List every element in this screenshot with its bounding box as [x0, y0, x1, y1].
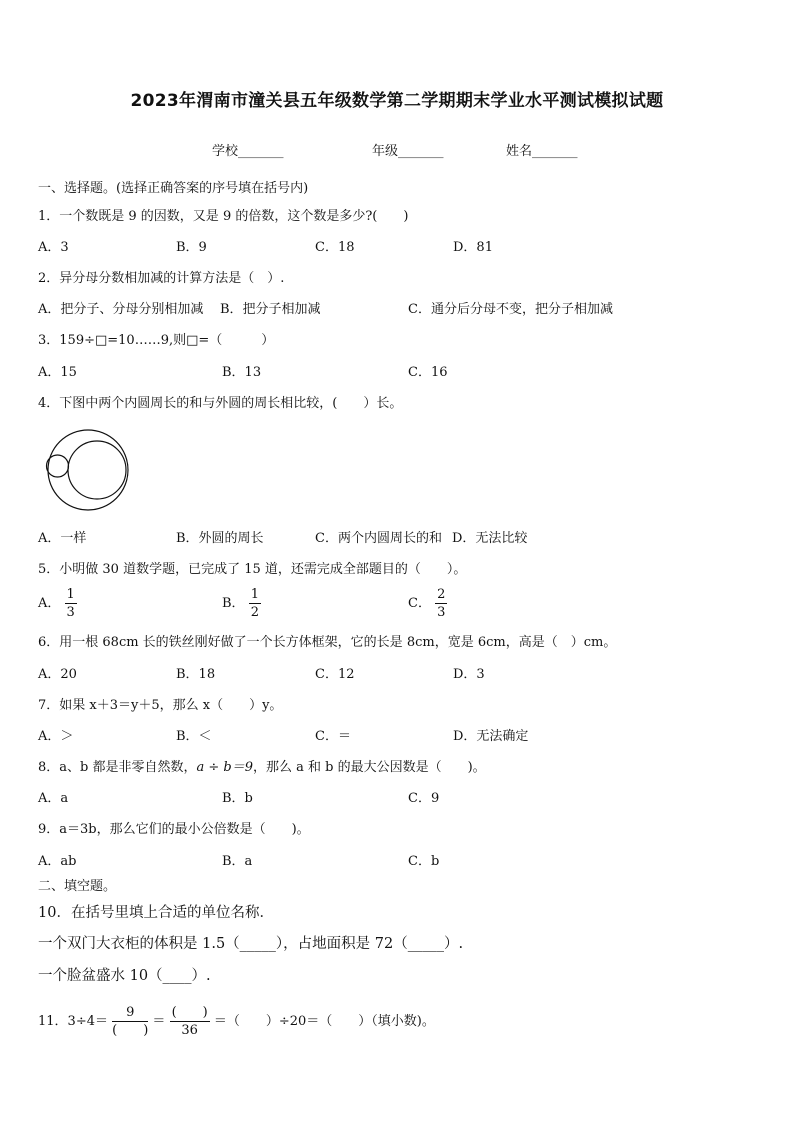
q5-option-a-fraction [65, 588, 77, 619]
q5-option-a[interactable] [38, 588, 77, 619]
q8-stem-end: ，那么 a 和 b 的最大公因数是（ )。 [253, 760, 486, 775]
q5-option-b-fraction [249, 588, 261, 619]
q8-stem-start: 8．a、b 都是非零自然数， [38, 760, 197, 775]
q4-option-d[interactable]: D．无法比较 [452, 531, 528, 546]
q5-option-b[interactable] [222, 588, 261, 619]
name-field[interactable]: 姓名_______ [506, 144, 578, 159]
q8-equation: a ÷ b＝9 [196, 760, 253, 775]
question-7-stem: 7．如果 x＋3＝y＋5，那么 x（ ）y。 [38, 698, 283, 713]
section-fill-heading: 二、填空题。 [38, 879, 117, 894]
q11-end: ＝（ ）÷20＝（ ）（填小数)。 [213, 1014, 435, 1029]
q4-option-c[interactable]: C．两个内圆周长的和 [315, 531, 442, 546]
fraction-denominator: 3 [66, 605, 75, 620]
q5-option-c-fraction [435, 588, 447, 619]
q5-option-b-label: B． [222, 596, 245, 611]
question-2-stem: 2．异分母分数相加减的计算方法是（ ）. [38, 271, 285, 286]
fraction-denominator: 36 [181, 1023, 198, 1038]
question-5-stem: 5．小明做 30 道数学题，已完成了 15 道，还需完成全部题目的（ ）。 [38, 562, 467, 577]
question-10-stem: 10．在括号里填上合适的单位名称． [38, 905, 274, 921]
q1-option-a[interactable]: A．3 [38, 240, 69, 255]
q2-option-c[interactable]: C．通分后分母不变，把分子相加减 [408, 302, 613, 317]
question-6-stem: 6．用一根 68cm 长的铁丝刚好做了一个长方体框架，它的长是 8cm，宽是 6cm，高是（ ）cm。 [38, 635, 617, 650]
question-1-stem: 1．一个数既是 9 的因数，又是 9 的倍数，这个数是多少?( ) [38, 209, 409, 224]
q5-option-a-label: A． [38, 596, 61, 611]
page-title: 2023年渭南市潼关县五年级数学第二学期期末学业水平测试模拟试题 [130, 91, 664, 111]
fraction-numerator[interactable]: ( ) [171, 1005, 208, 1020]
question-10-line-1[interactable]: 一个双门大衣柜的体积是 1.5（_____），占地面积是 72（_____）. [38, 936, 464, 952]
circles-figure [40, 428, 140, 514]
fraction-numerator: 1 [250, 587, 259, 602]
q2-option-a[interactable]: A．把分子、分母分别相加减 [38, 302, 204, 317]
q3-option-a[interactable]: A．15 [38, 365, 77, 380]
q6-option-d[interactable]: D．3 [453, 667, 485, 682]
q7-option-a[interactable]: A．＞ [38, 729, 74, 744]
q9-option-b[interactable]: B．a [222, 854, 253, 869]
fraction-numerator: 1 [66, 587, 75, 602]
q4-option-a[interactable]: A．一样 [38, 531, 87, 546]
q11-fraction-2 [170, 1006, 210, 1037]
q8-option-c[interactable]: C．9 [408, 791, 440, 806]
q5-option-c-label: C． [408, 596, 431, 611]
q1-option-c[interactable]: C．18 [315, 240, 355, 255]
q3-option-b[interactable]: B．13 [222, 365, 262, 380]
grade-field[interactable]: 年级_______ [372, 144, 444, 159]
question-3-stem: 3．159÷□=10……9,则□=（ ） [38, 333, 275, 348]
fraction-numerator: 2 [437, 587, 446, 602]
q11-equals: ＝ [152, 1014, 166, 1029]
q6-option-b[interactable]: B．18 [176, 667, 216, 682]
q8-option-b[interactable]: B．b [222, 791, 253, 806]
q7-option-c[interactable]: C．＝ [315, 729, 351, 744]
q5-option-c[interactable] [408, 588, 447, 619]
q11-start: 11．3÷4＝ [38, 1014, 108, 1029]
q6-option-a[interactable]: A．20 [38, 667, 77, 682]
q1-option-d[interactable]: D．81 [453, 240, 493, 255]
q4-option-b[interactable]: B．外圆的周长 [176, 531, 264, 546]
section-choice-heading: 一、选择题。(选择正确答案的序号填在括号内) [38, 181, 309, 196]
question-11[interactable] [38, 998, 435, 1046]
q9-option-c[interactable]: C．b [408, 854, 440, 869]
q1-option-b[interactable]: B．9 [176, 240, 207, 255]
q11-fraction-1 [112, 1006, 148, 1037]
question-8-stem [38, 759, 486, 777]
q7-option-d[interactable]: D．无法确定 [453, 729, 529, 744]
fraction-denominator: 2 [250, 605, 259, 620]
question-10-line-2[interactable]: 一个脸盆盛水 10（____）. [38, 968, 211, 984]
q8-option-a[interactable]: A．a [38, 791, 69, 806]
q9-option-a[interactable]: A．ab [38, 854, 77, 869]
question-9-stem: 9．a＝3b，那么它们的最小公倍数是（ )。 [38, 822, 310, 837]
q2-option-b[interactable]: B．把分子相加减 [220, 302, 321, 317]
fraction-numerator: 9 [112, 1006, 148, 1022]
q7-option-b[interactable]: B．＜ [176, 729, 212, 744]
q6-option-c[interactable]: C．12 [315, 667, 355, 682]
fraction-denominator: 3 [437, 605, 446, 620]
q3-option-c[interactable]: C．16 [408, 365, 448, 380]
school-field[interactable]: 学校_______ [212, 144, 284, 159]
fraction-denominator[interactable]: ( ) [112, 1023, 149, 1038]
question-4-stem: 4．下图中两个内圆周长的和与外圆的周长相比较，( ）长。 [38, 396, 403, 411]
